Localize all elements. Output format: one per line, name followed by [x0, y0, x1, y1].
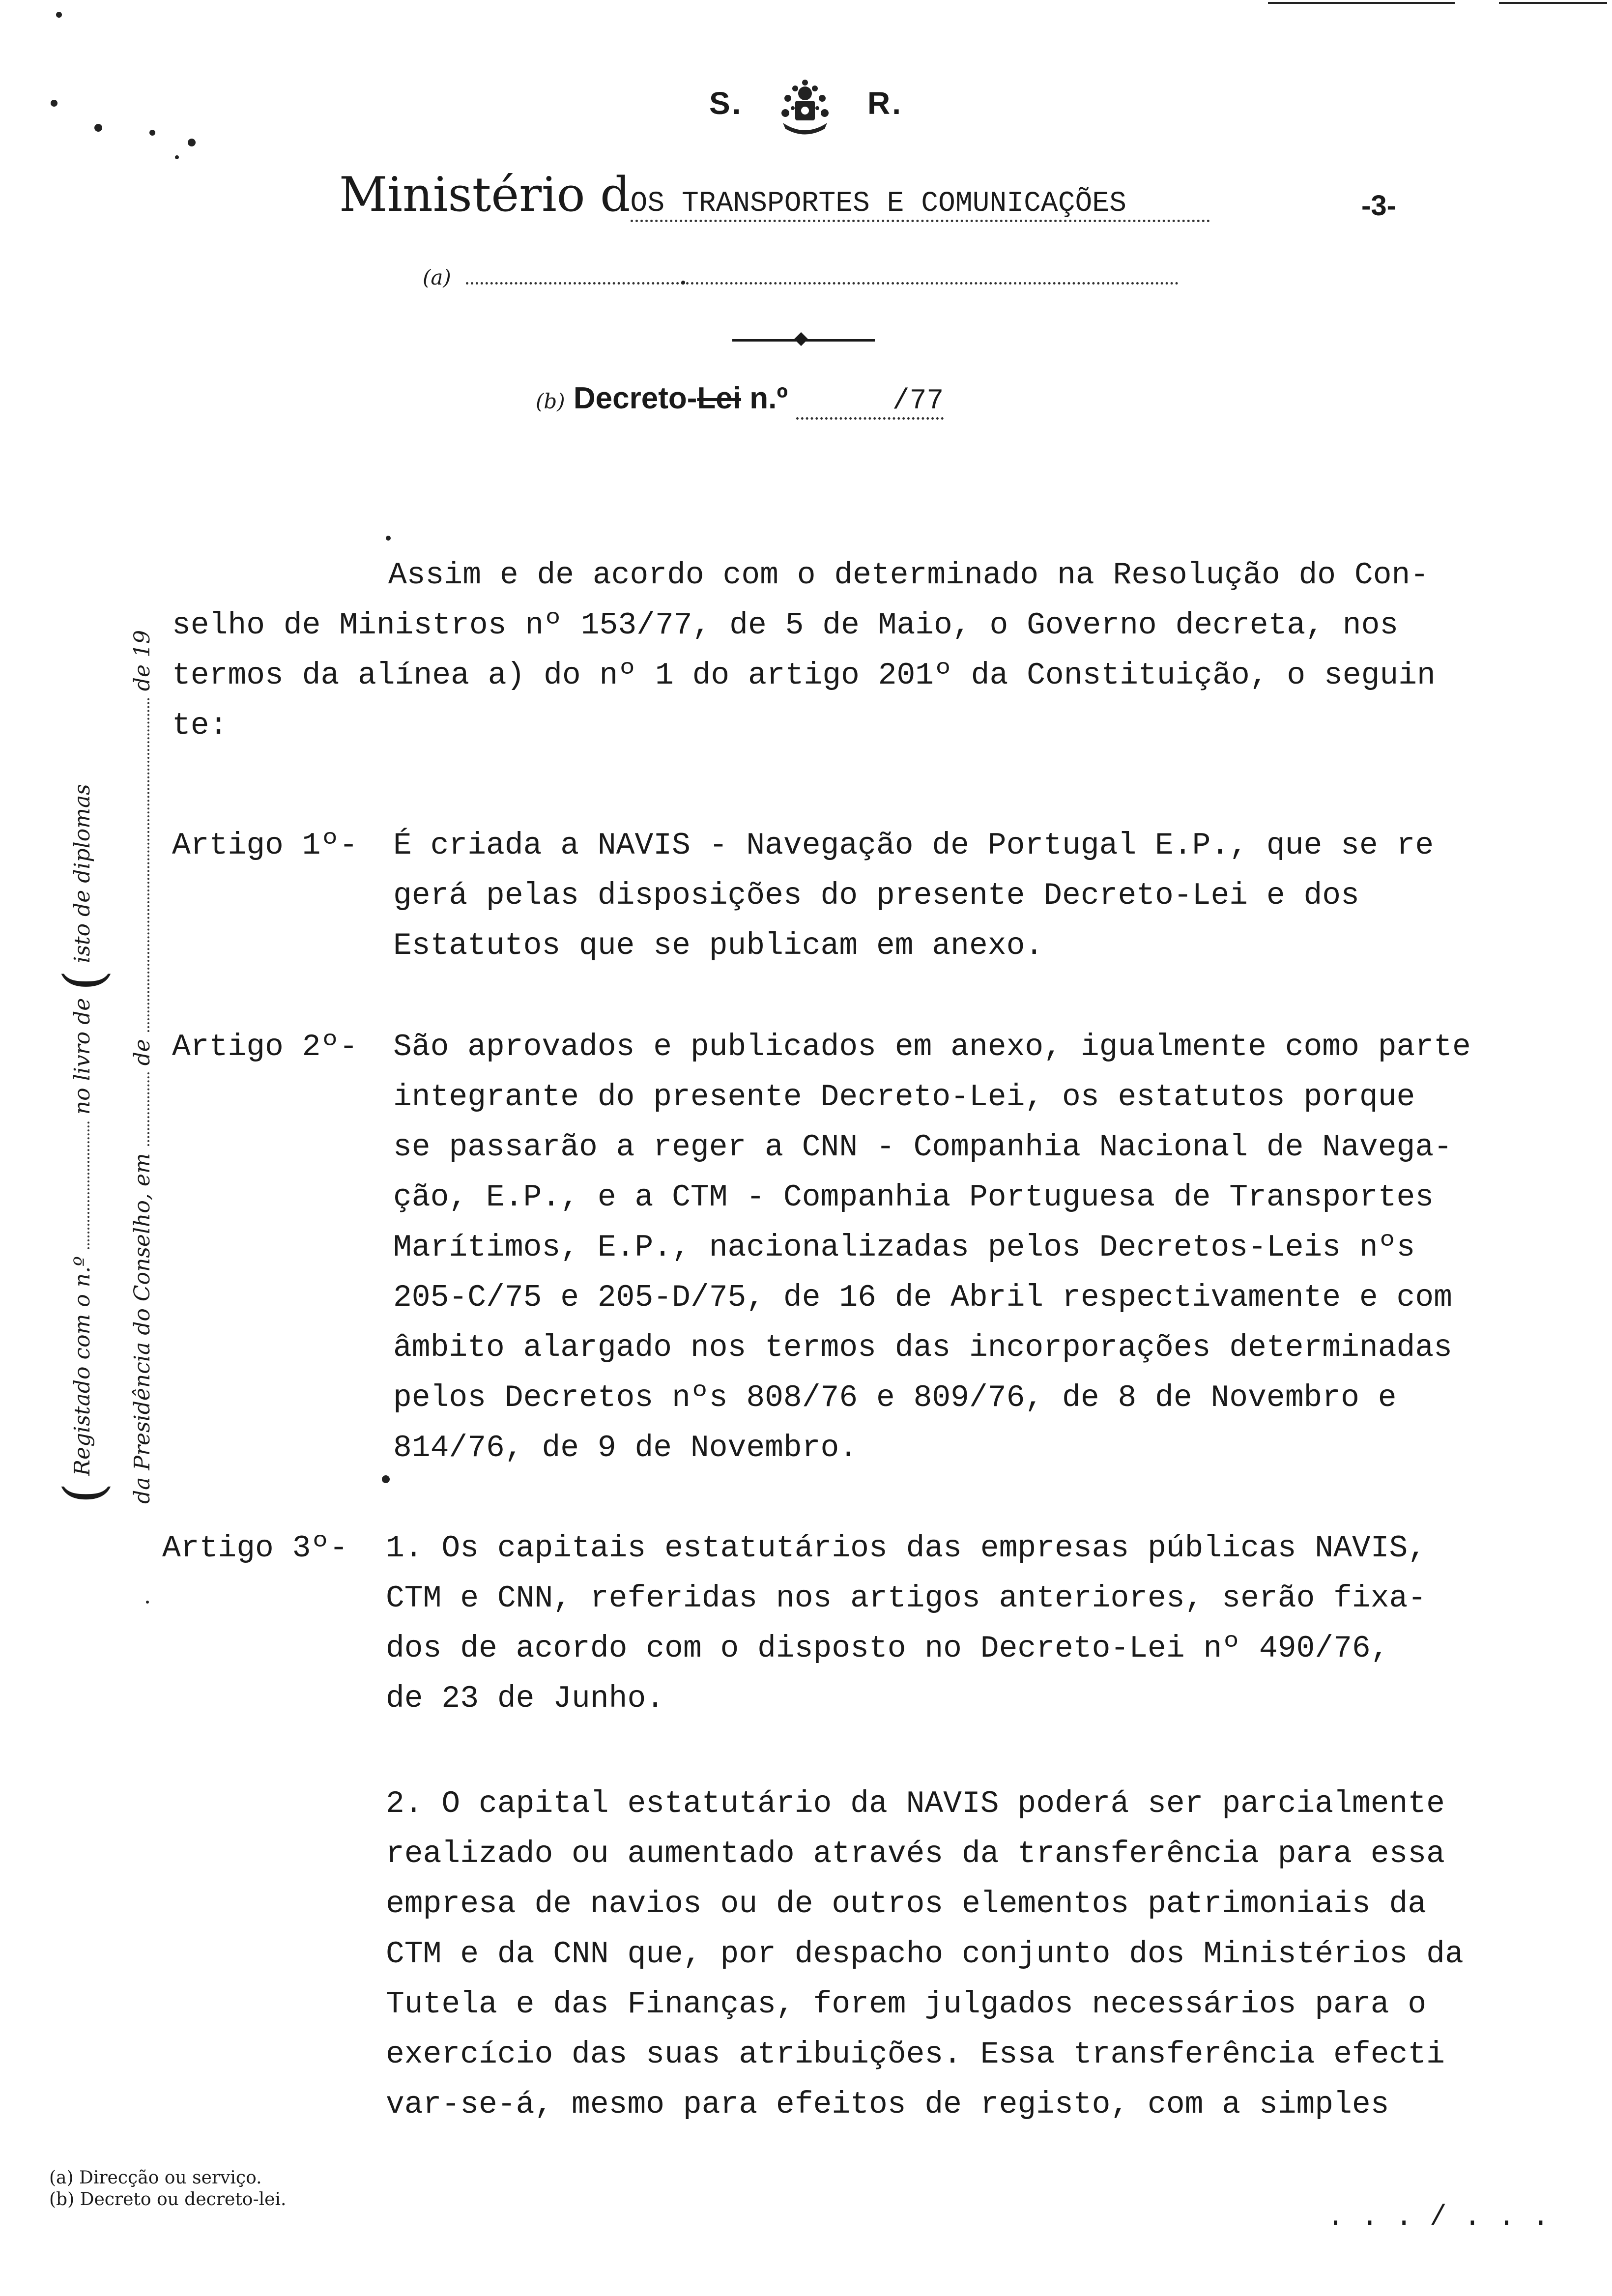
text-line: selho de Ministros nº 153/77, de 5 de Maio, o Governo decreta, nos — [172, 608, 1399, 643]
article-3-label: Artigo 3º- — [162, 1531, 348, 1566]
coat-of-arms-icon — [773, 74, 837, 138]
article-2-body — [393, 1022, 1471, 1473]
divider-diamond — [794, 332, 808, 346]
text-line: termos da alínea a) do nº 1 do artigo 201º da Constituição, o seguin — [172, 658, 1436, 693]
side-note-blank-1 — [87, 1121, 89, 1249]
decree-label: Decreto- — [573, 381, 697, 415]
text-line: integrante do presente Decreto-Lei, os estatutos porque — [393, 1080, 1415, 1115]
text-line: Estatutos que se publicam em anexo. — [393, 928, 1044, 963]
republic-header — [0, 74, 1612, 138]
text-line: 205-C/75 e 205-D/75, de 16 de Abril respectivamente e com — [393, 1280, 1452, 1315]
article-3-paragraph-1 — [386, 1523, 1426, 1724]
decree-number: /77 — [796, 385, 944, 420]
text-line: Marítimos, E.P., nacionalizadas pelos Decretos-Leis nºs — [393, 1230, 1415, 1265]
text-line: É criada a NAVIS - Navegação de Portugal E.P., que se re — [393, 828, 1434, 863]
text-line: empresa de navios ou de outros elementos patrimoniais da — [386, 1887, 1427, 1922]
side-note-line1-start: Registado com o n.º — [69, 1256, 95, 1476]
decree-line — [536, 381, 944, 420]
article-1-label: Artigo 1º- — [172, 828, 358, 863]
line-a-marker: (a) — [423, 265, 451, 289]
sr-right: R. — [867, 85, 903, 121]
side-note-line2-mid: de — [129, 1039, 155, 1066]
footnotes — [49, 2167, 286, 2210]
text-line: gerá pelas disposições do presente Decreto-Lei e dos — [393, 878, 1359, 913]
side-note-line1-end: isto de diplomas — [69, 784, 95, 963]
footnote-a: (a) Direcção ou serviço. — [49, 2168, 262, 2188]
text-line: Assim e de acordo com o determinado na Resolução do Con- — [388, 558, 1429, 593]
text-line: pelos Decretos nºs 808/76 e 809/76, de 8 de Novembro e — [393, 1380, 1397, 1415]
footnote-b: (b) Decreto ou decreto-lei. — [49, 2189, 287, 2210]
intro-paragraph — [172, 550, 1436, 751]
text-line: dos de acordo com o disposto no Decreto-Lei nº 490/76, — [386, 1631, 1389, 1666]
ministry-prefix: Ministério d — [339, 167, 631, 222]
line-a-blank — [466, 282, 1179, 285]
ministry-line — [339, 167, 1210, 222]
page-number: -3- — [1361, 190, 1396, 222]
divider — [732, 339, 875, 342]
ministry-name: OS TRANSPORTES E COMUNICAÇÕES — [631, 188, 1210, 222]
continuation-mark: . . . / . . . — [1327, 2202, 1550, 2234]
article-3-paragraph-2 — [386, 1779, 1464, 2130]
side-note-line2-start: da Presidência do Conselho, em — [129, 1153, 155, 1504]
side-note-paren: ( — [52, 1483, 115, 1504]
registration-side-note — [42, 447, 165, 1504]
text-line: var-se-á, mesmo para efeitos de registo, com a simples — [386, 2087, 1389, 2122]
text-line: realizado ou aumentado através da transferência para essa — [386, 1837, 1445, 1871]
line-a — [423, 265, 1179, 289]
text-line: CTM e da CNN que, por despacho conjunto dos Ministérios da — [386, 1937, 1464, 1972]
article-1-body — [393, 821, 1434, 971]
text-line: âmbito alargado nos termos das incorporações determinadas — [393, 1330, 1452, 1365]
decree-lei: Lei — [697, 381, 742, 415]
text-line: CTM e CNN, referidas nos artigos anteriores, serão fixa- — [386, 1581, 1427, 1616]
side-note-line1-mid: no livro de — [69, 998, 95, 1115]
text-line: se passarão a reger a CNN - Companhia Nacional de Navega- — [393, 1130, 1452, 1165]
side-note-line2-end: de 19 — [129, 630, 155, 691]
side-note-blank-2 — [147, 1072, 149, 1146]
text-line: de 23 de Junho. — [386, 1681, 665, 1716]
text-line: exercício das suas atribuições. Essa transferência efecti — [386, 2037, 1445, 2072]
text-line: te: — [172, 708, 228, 743]
decree-no: n.º — [741, 381, 788, 415]
text-line: 2. O capital estatutário da NAVIS poderá ser parcialmente — [386, 1786, 1445, 1821]
article-2-label: Artigo 2º- — [172, 1030, 358, 1064]
text-line: 814/76, de 9 de Novembro. — [393, 1431, 858, 1465]
side-note-paren-2: ( — [52, 970, 115, 991]
sr-left: S. — [709, 85, 743, 121]
text-line: Tutela e das Finanças, forem julgados necessários para o — [386, 1987, 1427, 2022]
text-line: ção, E.P., e a CTM - Companhia Portuguesa de Transportes — [393, 1180, 1434, 1215]
side-note-blank-3 — [147, 698, 149, 1032]
text-line: 1. Os capitais estatutários das empresas públicas NAVIS, — [386, 1531, 1427, 1566]
decree-marker: (b) — [536, 389, 565, 413]
text-line: São aprovados e publicados em anexo, igualmente como parte — [393, 1030, 1471, 1064]
